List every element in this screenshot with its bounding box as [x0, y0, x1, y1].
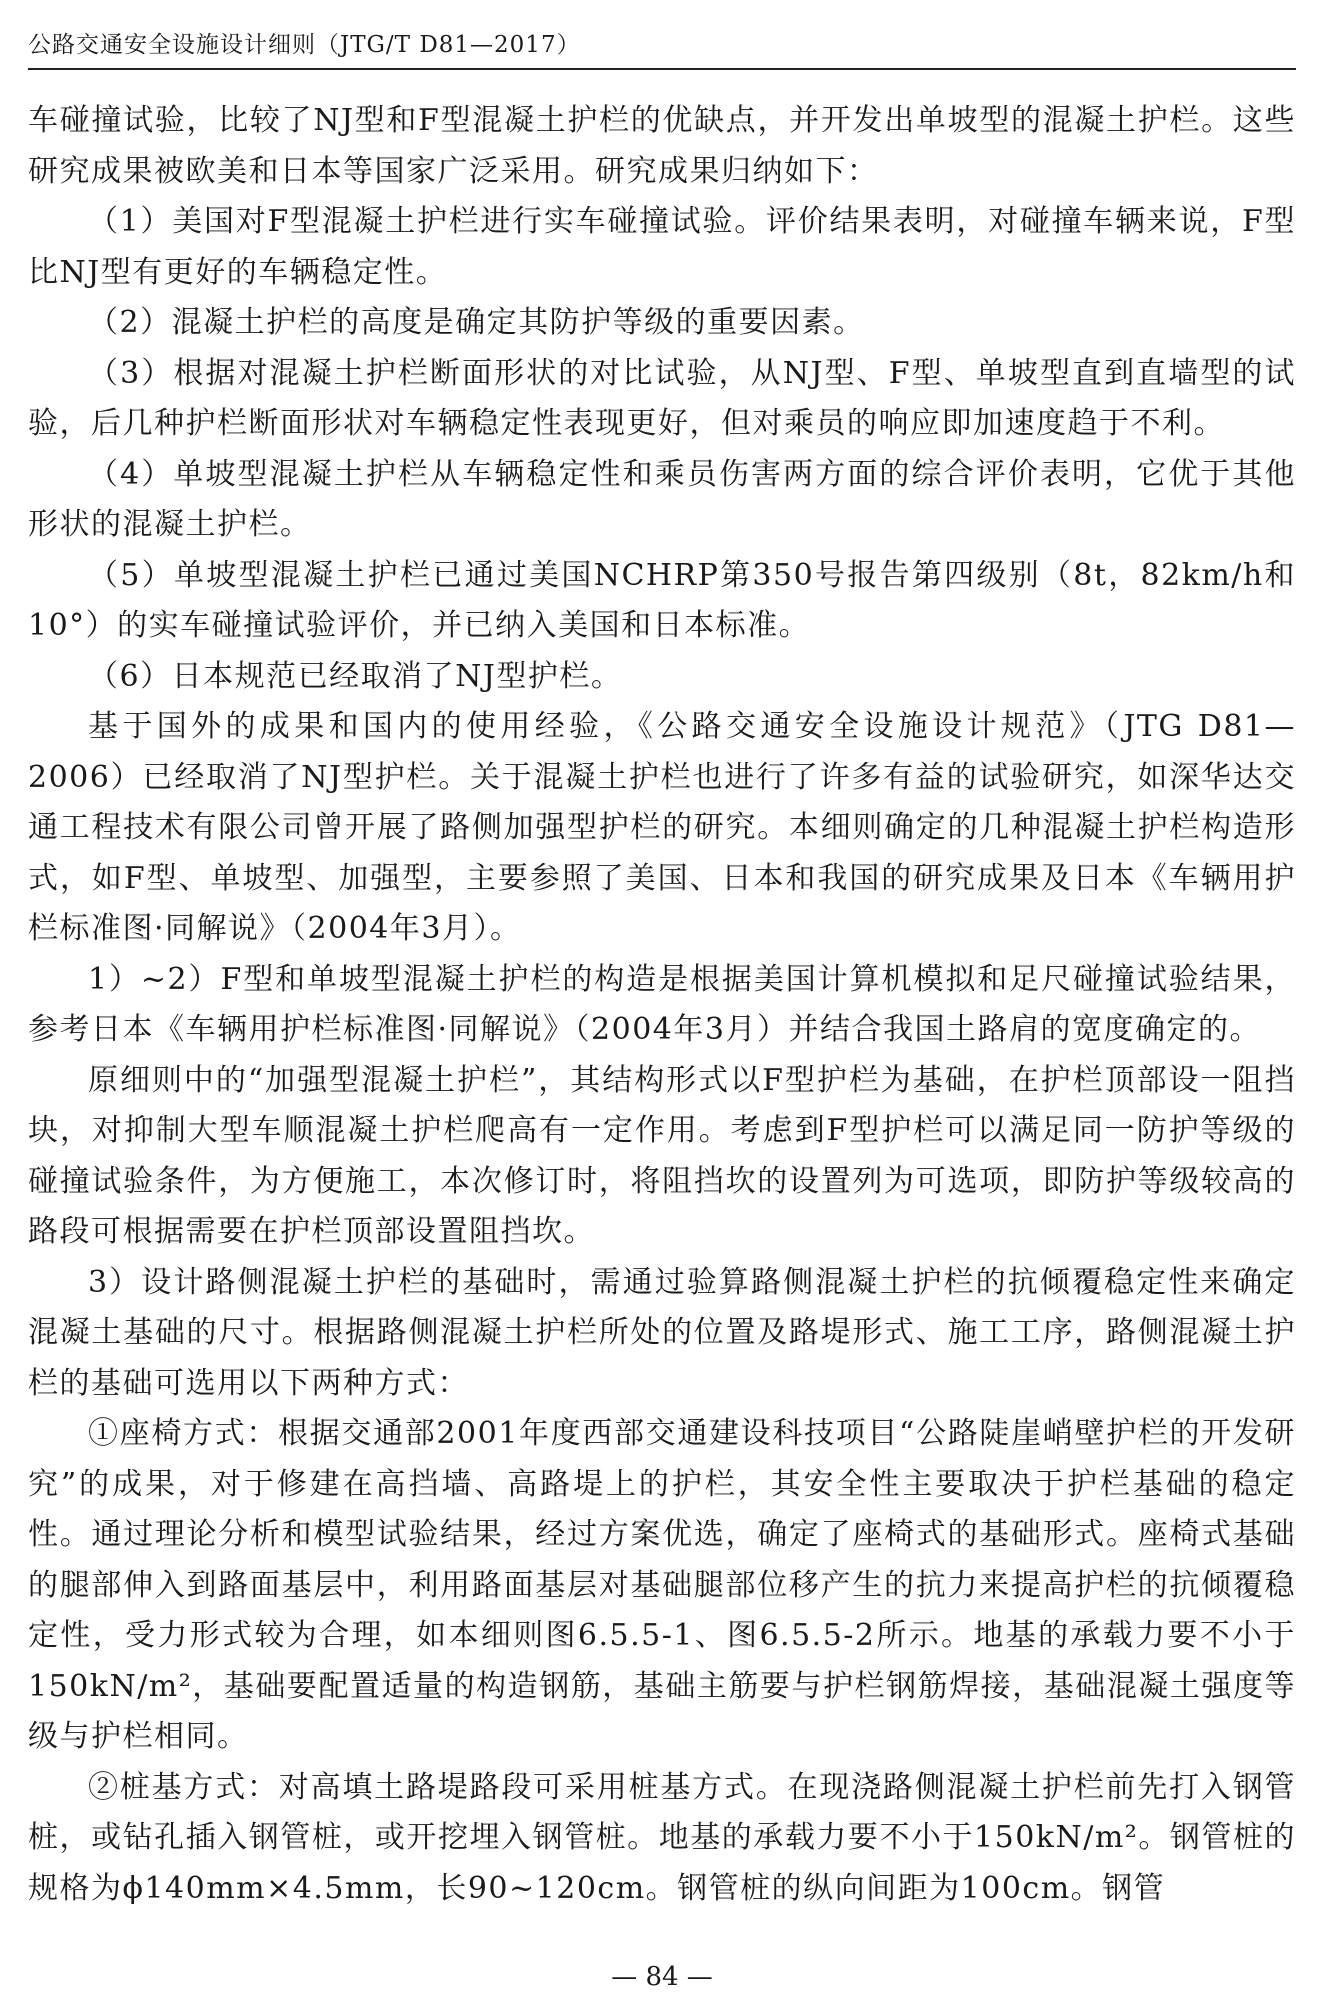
page-number: — 84 — — [611, 1962, 713, 1992]
paragraph: ②桩基方式：对高填土路堤路段可采用桩基方式。在现浇路侧混凝土护栏前先打入钢管桩，或钻孔插入钢管桩，或开挖埋入钢管桩。地基的承载力要不小于150kN/m²。钢管桩的规格为ϕ140mm×4.5mm，长90~120cm。钢管桩的纵向间距为100cm。钢管 — [28, 1769, 1296, 1906]
header-rule — [28, 68, 1296, 70]
paragraph: 基于国外的成果和国内的使用经验，《公路交通安全设施设计规范》（JTG D81—2006）已经取消了NJ型护栏。关于混凝土护栏也进行了许多有益的试验研究，如深华达交通工程技术有限公司曾开展了路侧加强型护栏的研究。本细则确定的几种混凝土护栏构造形式，如F型、单坡型、加强型，主要参照了美国、日本和我国的研究成果及日本《车辆用护栏标准图·同解说》（2004年3月）。 — [28, 709, 1296, 946]
paragraph: （2）混凝土护栏的高度是确定其防护等级的重要因素。 — [88, 305, 865, 340]
paragraph: （6）日本规范已经取消了NJ型护栏。 — [88, 658, 623, 694]
running-header: 公路交通安全设施设计细则（JTG/T D81—2017） — [28, 32, 581, 58]
page-body — [28, 96, 1296, 1914]
paragraph: （5）单坡型混凝土护栏已通过美国NCHRP第350号报告第四级别（8t，82km/h和10°）的实车碰撞试验评价，并已纳入美国和日本标准。 — [28, 557, 1296, 643]
paragraph: （1）美国对F型混凝土护栏进行实车碰撞试验。评价结果表明，对碰撞车辆来说，F型比NJ型有更好的车辆稳定性。 — [28, 204, 1296, 290]
paragraph: 原细则中的“加强型混凝土护栏”，其结构形式以F型护栏为基础，在护栏顶部设一阻挡块，对抑制大型车顺混凝土护栏爬高有一定作用。考虑到F型护栏可以满足同一防护等级的碰撞试验条件，为方便施工，本次修订时，将阻挡坎的设置列为可选项，即防护等级较高的路段可根据需要在护栏顶部设置阻挡坎。 — [28, 1062, 1296, 1249]
paragraph: 车碰撞试验，比较了NJ型和F型混凝土护栏的优缺点，并开发出单坡型的混凝土护栏。这些研究成果被欧美和日本等国家广泛采用。研究成果归纳如下： — [28, 103, 1296, 189]
paragraph: 1）~2）F型和单坡型混凝土护栏的构造是根据美国计算机模拟和足尺碰撞试验结果，参考日本《车辆用护栏标准图·同解说》（2004年3月）并结合我国土路肩的宽度确定的。 — [28, 961, 1296, 1047]
paragraph: （4）单坡型混凝土护栏从车辆稳定性和乘员伤害两方面的综合评价表明，它优于其他形状的混凝土护栏。 — [28, 456, 1296, 542]
paragraph: ①座椅方式：根据交通部2001年度西部交通建设科技项目“公路陡崖峭壁护栏的开发研究”的成果，对于修建在高挡墙、高路堤上的护栏，其安全性主要取决于护栏基础的稳定性。通过理论分析和模型试验结果，经过方案优选，确定了座椅式的基础形式。座椅式基础的腿部伸入到路面基层中，利用路面基层对基础腿部位移产生的抗力来提高护栏的抗倾覆稳定性，受力形式较为合理，如本细则图6.5.5-1、图6.5.5-2所示。地基的承载力要不小于150kN/m²，基础要配置适量的构造钢筋，基础主筋要与护栏钢筋焊接，基础混凝土强度等级与护栏相同。 — [28, 1416, 1296, 1754]
paragraph: 3）设计路侧混凝土护栏的基础时，需通过验算路侧混凝土护栏的抗倾覆稳定性来确定混凝土基础的尺寸。根据路侧混凝土护栏所处的位置及路堤形式、施工工序，路侧混凝土护栏的基础可选用以下两种方式： — [28, 1264, 1296, 1401]
paragraph: （3）根据对混凝土护栏断面形状的对比试验，从NJ型、F型、单坡型直到直墙型的试验，后几种护栏断面形状对车辆稳定性表现更好，但对乘员的响应即加速度趋于不利。 — [28, 355, 1296, 441]
